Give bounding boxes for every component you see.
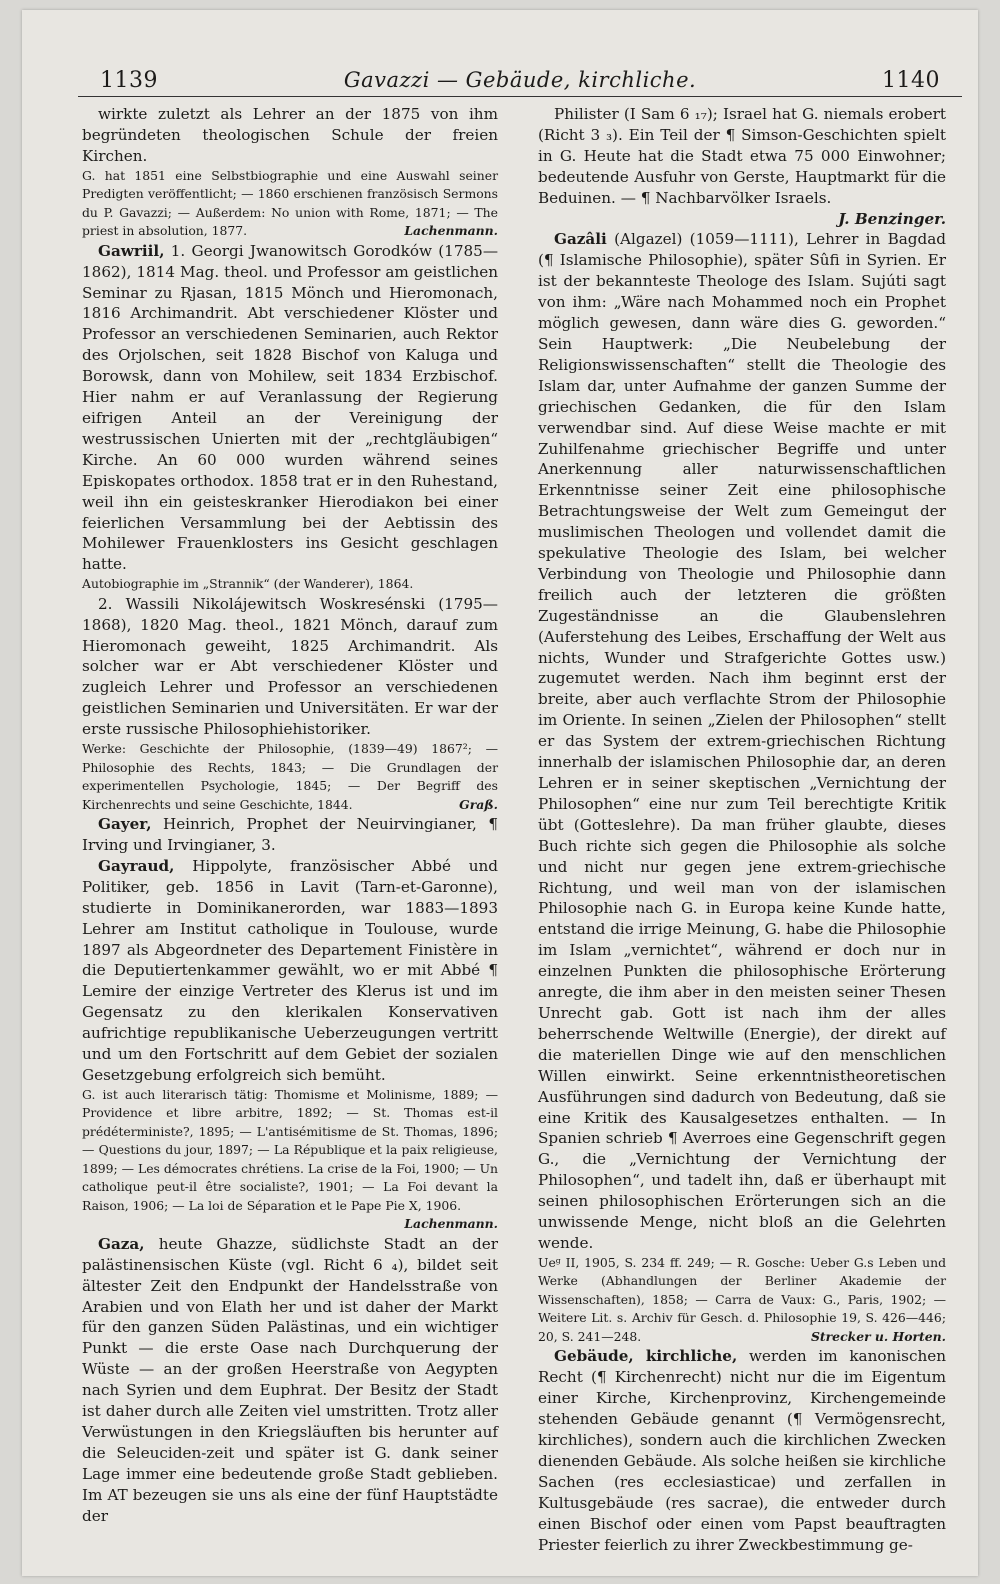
- paragraph: [82, 856, 498, 1086]
- author-signature: Strecker u. Horten.: [810, 1328, 946, 1344]
- entry-lemma: Gayraud,: [98, 856, 175, 875]
- paragraph-text: Philister (I Sam 6 ₁₇); Israel hat G. niemals erobert (Richt 3 ₃). Ein Teil der ¶ Simson-Geschichten spielt in G. Heute hat die Stadt etwa 75 000 Einwohner; bedeutende Ausfuhr von Gerste, Hauptmarkt für die Beduinen. — ¶ Nachbarvölker Israels.: [538, 105, 946, 207]
- page-number-right: 1140: [882, 68, 940, 93]
- entry-lemma: Gawriil,: [98, 241, 165, 260]
- paragraph: [82, 740, 498, 814]
- paragraph-text: 1. Georgi Jwanowitsch Gorodków (1785—1862), 1814 Mag. theol. und Professor am geistlichen Seminar zu Rjasan, 1815 Mönch und Hieromonach, 1816 Archimandrit. Abt verschiedener Klöster und Professor an verschiedenen Seminarien, auch Rektor des Orjolschen, seit 1828 Bischof von Kaluga und Borowsk, dann von Mohilew, seit 1834 Erzbischof. Hier nahm er auf Veranlassung der Regierung eifrigen Anteil an der Vereinigung der westrussischen Unierten mit der „rechtgläubigen“ Kirche. An 60 000 wurden während seines Episkopates orthodox. 1858 trat er in den Ruhestand, weil ihn ein geisteskranker Hierodiakon bei einer feierlichen Versammlung bei der Aebtissin des Mohilewer Frauenklosters ins Gesicht geschlagen hatte.: [82, 241, 499, 574]
- paragraph: [538, 1254, 946, 1347]
- paragraph-text: G. hat 1851 eine Selbstbiographie und eine Auswahl seiner Predigten veröffentlicht; — 1860 erschienen französisch Sermons du P. Gavazzi; — Außerdem: No union with Rome, 1871; — The priest in absolution, 1877.: [82, 167, 498, 239]
- paragraph: [82, 104, 498, 167]
- paragraph: [82, 814, 498, 856]
- paragraph-text: Autobiographie im „Strannik“ (der Wanderer), 1864.: [82, 576, 414, 592]
- paragraph-text: Werke: Geschichte der Philosophie, (1839—49) 1867²; — Philosophie des Rechts, 1843; — Die Grundlagen der experimentellen Psychologie, 1845; — Der Begriff des Kirchenrechts und seine Geschichte, 1844.: [82, 741, 498, 812]
- page-number-left: 1139: [100, 68, 158, 93]
- author-signature: Graß.: [459, 796, 498, 812]
- paragraph-text: Heinrich, Prophet der Neuirvingianer, ¶ Irving und Irvingianer, 3.: [82, 815, 498, 854]
- paragraph: [82, 1234, 498, 1527]
- paragraph: [82, 167, 498, 241]
- paragraph-text: wirkte zuletzt als Lehrer an der 1875 von ihm begründeten theologischen Schule der freien Kirchen.: [82, 105, 498, 165]
- author-signature: Lachenmann.: [404, 1216, 498, 1232]
- paragraph: [538, 229, 946, 1253]
- paragraph-text: G. ist auch literarisch tätig: Thomisme et Molinisme, 1889; — Providence et libre arbitre, 1892; — St. Thomas est-il prédéterministe?, 1895; — L'antisémitisme de St. Thomas, 1896; — Questions du jour, 1897; — La République et la paix religieuse, 1899; — Les démocrates chrétiens. La crise de la Foi, 1900; — Un catholique peut-il être socialiste?, 1901; — La Foi devant la Raison, 1906; — La loi de Séparation et le Pape Pie X, 1906.: [82, 1086, 498, 1213]
- paragraph: [82, 241, 498, 576]
- paragraph-text: heute Ghazze, südlichste Stadt an der palästinensischen Küste (vgl. Richt 6 ₄), bildet seit ältester Zeit den Endpunkt der Handelsstraße von Arabien und von Elath her und ist daher der Markt für den ganzen Süden Palästinas, und ein wichtiger Punkt — die erste Oase nach Durchquerung der Wüste — an der großen Heerstraße von Aegypten nach Syrien und dem Euphrat. Der Besitz der Stadt ist daher durch alle Zeiten viel umstritten. Trotz aller Verwüstungen in den Kriegsläuften bis herunter auf die Seleuciden-zeit und später ist G. dank seiner Lage immer eine bedeutende große Stadt geblieben. Im AT bezeugen sie uns als eine der fünf Hauptstädte der: [82, 1234, 498, 1525]
- right-column: [538, 104, 946, 1555]
- entry-lemma: Gaza,: [98, 1234, 145, 1253]
- header-rule: [78, 96, 962, 97]
- paragraph-text: 2. Wassili Nikolájewitsch Woskresénski (1795—1868), 1820 Mag. theol., 1821 Mönch, darauf zum Hieromonach geweiht, 1825 Archimandrit. Als solcher war er Abt verschiedener Klöster und zugleich Lehrer und Professor an verschiedenen geistlichen Seminarien und Universitäten. Er war der erste russische Philosophiehistoriker.: [82, 594, 498, 739]
- entry-lemma: Gebäude, kirchliche,: [554, 1347, 738, 1366]
- paragraph-text: Ueᵍ II, 1905, S. 234 ff. 249; — R. Gosche: Ueber G.s Leben und Werke (Abhandlungen der Berliner Akademie der Wissenschaften), 1858; — Carra de Vaux: G., Paris, 1902; — Weitere Lit. s. Archiv für Gesch. d. Philosophie 19, S. 426—446; 20, S. 241—248.: [538, 1254, 946, 1344]
- author-signature: J. Benzinger.: [838, 209, 946, 228]
- paragraph-text: werden im kanonischen Recht (¶ Kirchenrecht) nicht nur die im Eigentum einer Kirche, Kirchenprovinz, Kirchengemeinde stehenden Gebäude genannt (¶ Vermögensrecht, kirchliches), sondern auch die kirchlichen Zwecken dienenden Gebäude. Als solche heißen sie kirchliche Sachen (res ecclesiasticae) und zerfallen in Kultusgebäude (res sacrae), die entweder durch einen Bischof oder einen vom Papst beauftragten Priester feierlich zu ihrer Zweckbestimmung ge-: [538, 1347, 947, 1554]
- left-column: [82, 104, 498, 1527]
- entry-lemma: Gazâli: [554, 230, 607, 249]
- paragraph: [82, 1086, 498, 1234]
- paragraph-text: Hippolyte, französischer Abbé und Politiker, geb. 1856 in Lavit (Tarn-et-Garonne), studierte in Dominikanerorden, war 1883—1893 Lehrer am Institut catholique in Toulouse, wurde 1897 als Abgeordneter des Departement Finistère in die Deputiertenkammer gewählt, wo er mit Abbé ¶ Lemire der einzige Vertreter des Klerus ist und im Gegensatz zu den klerikalen Konservativen aufrichtige republikanische Ueberzeugungen vertritt und um den Fortschritt auf dem Gebiet der sozialen Gesetzgebung erfolgreich sich bemüht.: [82, 856, 498, 1084]
- paragraph: [538, 1346, 946, 1555]
- author-signature: Lachenmann.: [404, 223, 498, 239]
- entry-lemma: Gayer,: [98, 815, 152, 834]
- paragraph-text: (Algazel) (1059—1111), Lehrer in Bagdad (¶ Islamische Philosophie), später Sûfi in Syrien. Er ist der bekannteste Theologe des Islam. Sujúti sagt von ihm: „Wäre nach Mohammed noch ein Prophet möglich gewesen, dann wäre dies G. geworden.“ Sein Hauptwerk: „Die Neubelebung der Religionswissenschaften“ stellt die Theologie des Islam dar, unter Aufnahme der ganzen Summe der griechischen Gedanken, die für den Islam verwendbar sind. Auf diese Weise machte er mit Zuhilfenahme griechischer Begriffe und unter Anerkennung aller naturwissenschaftlichen Erkenntnisse seiner Zeit eine philosophische Betrachtungsweise der Welt zum Gemeingut der muslimischen Theologen und vollendet damit die spekulative Theologie des Islam, bei welcher Verbindung von Theologie und Philosophie dann freilich auch der letzteren die größten Zugeständnisse an die Glaubenslehren (Auferstehung des Leibes, Erschaffung der Welt aus nichts, Wunder und Strafgerichte Gottes usw.) zugemutet werden. Nach ihm beginnt erst der breite, aber auch verflachte Strom der Philosophie im Oriente. In seinen „Zielen der Philosophen“ stellt er das System der extrem-griechischen Richtung innerhalb der islamischen Philosophie dar, an deren Lehren er in seiner skeptischen „Vernichtung der Philosophen“ eine nur zum Teil berechtigte Kritik übt (Gotteslehre). Da man früher glaubte, dieses Buch richte sich gegen die Philosophie als solche und nicht nur gegen jene extrem-griechische Richtung, und weil man von der islamischen Philosophie nach G. in Europa keine Kunde hatte, entstand die irrige Meinung, G. habe die Philosophie im Islam „vernichtet“, während er doch nur in einzelnen Punkten die philosophische Erörterung anregte, die ihm aber in den meisten seiner Thesen Unrecht gab. Gott ist nach ihm der alles beherrschende Weltwille (Energie), der direkt auf die materiellen Dinge wie auf den menschlichen Willen einwirkt. Seine erkenntnistheoretischen Ausführungen sind dadurch von Bedeutung, daß sie eine Kritik des Kausalgesetzes enthalten. — In Spanien schrieb ¶ Averroes eine Gegenschrift gegen G., die „Vernichtung der Vernichtung der Philosophen“, und tadelt ihn, daß er überhaupt mit seinen philosophischen Erörterungen sich an die unwissende Menge, nicht bloß an die Gelehrten wende.: [538, 230, 947, 1252]
- paragraph: [538, 104, 946, 229]
- page-header: [100, 68, 940, 104]
- running-title: Gavazzi — Gebäude, kirchliche.: [343, 68, 697, 92]
- paragraph: [82, 575, 498, 594]
- paragraph: [82, 594, 498, 740]
